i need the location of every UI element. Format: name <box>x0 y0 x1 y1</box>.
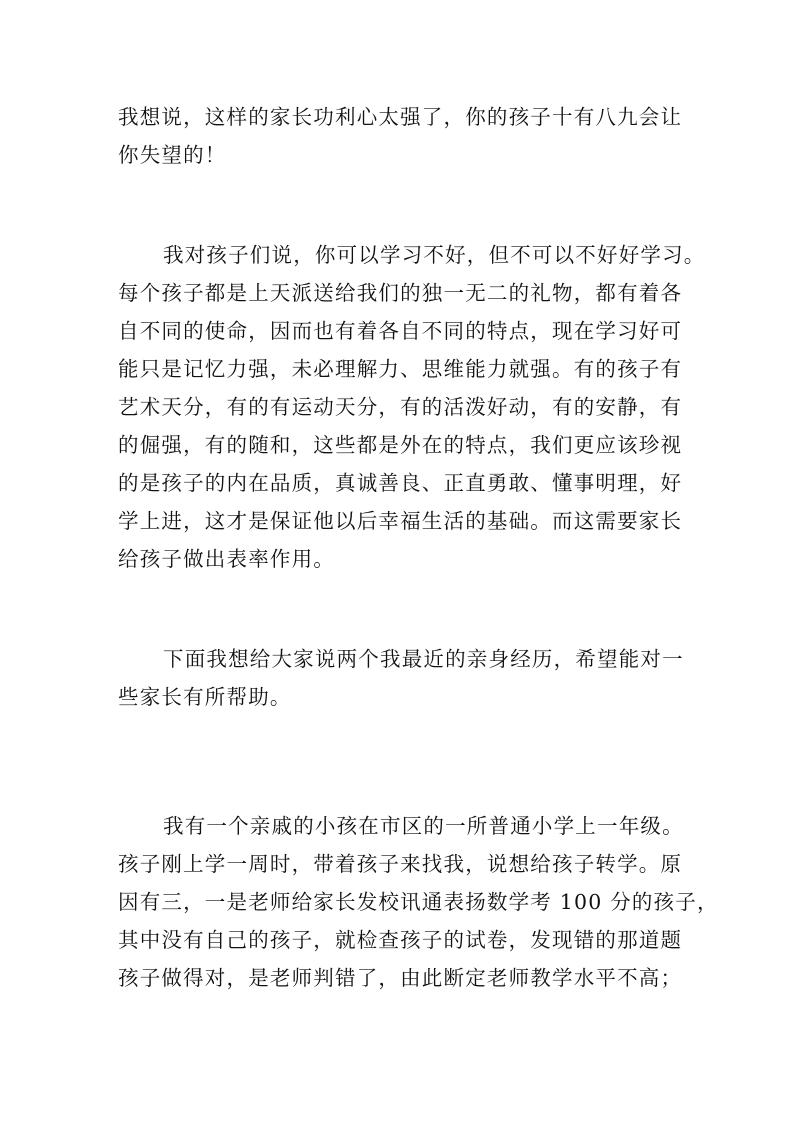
text-line: 些家长有所帮助。 <box>118 685 292 709</box>
text-line: 的倔强，有的随和，这些都是外在的特点，我们更应该珍视 <box>118 433 683 457</box>
paragraph <box>118 807 719 997</box>
text-line: 给孩子做出表率作用。 <box>118 547 335 571</box>
text-line: 艺术天分，有的有运动天分，有的活泼好动，有的安静，有 <box>118 395 683 419</box>
text-line: 我对孩子们说，你可以学习不好，但不可以不好好学习。 <box>163 243 706 267</box>
paragraph <box>118 640 684 716</box>
text-line: 自不同的使命，因而也有着各自不同的特点，现在学习好可 <box>118 319 683 343</box>
text-line: 其中没有自己的孩子，就检查孩子的试卷，发现错的那道题 <box>118 928 683 952</box>
paragraph <box>118 98 683 174</box>
text-line: 因有三，一是老师给家长发校讯通表扬数学考 100 分的孩子， <box>118 890 719 914</box>
text-line: 孩子刚上学一周时，带着孩子来找我，说想给孩子转学。原 <box>118 852 683 876</box>
text-line: 孩子做得对，是老师判错了，由此断定老师教学水平不高； <box>118 966 683 990</box>
text-line: 的是孩子的内在品质，真诚善良、正直勇敢、懂事明理，好 <box>118 471 683 495</box>
text-line: 我有一个亲戚的小孩在市区的一所普通小学上一年级。 <box>163 814 684 838</box>
text-line: 能只是记忆力强，未必理解力、思维能力就强。有的孩子有 <box>118 357 683 381</box>
text-line: 我想说，这样的家长功利心太强了，你的孩子十有八九会让 <box>118 105 683 129</box>
text-line: 学上进，这才是保证他以后幸福生活的基础。而这需要家长 <box>118 509 683 533</box>
paragraph <box>118 236 706 578</box>
text-line: 每个孩子都是上天派送给我们的独一无二的礼物，都有着各 <box>118 281 683 305</box>
text-line: 你失望的！ <box>118 143 227 167</box>
text-line: 下面我想给大家说两个我最近的亲身经历，希望能对一 <box>163 647 684 671</box>
